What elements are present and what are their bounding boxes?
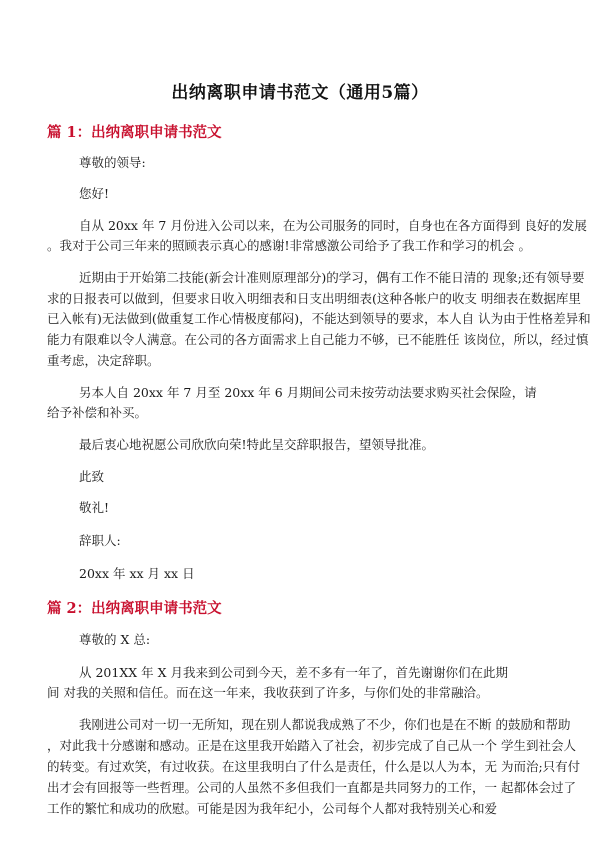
section-1-p1-line-1: 自从 20xx 年 7 月份进入公司以来，在为公司服务的同时，自身也在各方面得到 良好的发展 [79,218,587,233]
section-2-p2-line-4: 出才会有回报等一些哲理。公司的人虽然不多但我们一直都是共同努力的工作，一 起都体会过了 [47,780,576,795]
section-1-heading: 篇 1：出纳离职申请书范文 [47,124,222,141]
section-1-p2-line-5: 重考虑，决定辞职。 [47,353,160,368]
section-1-p2-line-2: 求的日报表可以做到，但要求日收入明细表和日支出明细表(这种各帐户的收支 明细表在数据库里 [47,291,581,306]
section-1-p2-line-4: 能力有限难以令人满意。在公司的各方面需求上自己能力不够，已不能胜任 该岗位，所以，经过慎 [47,332,589,347]
section-2-p2-line-3: 的转变。有过欢笑，有过收获。在这里我明白了什么是责任，什么是以人为本，无 为而治;只有付 [47,759,581,774]
section-1-p3-line-2: 给予补偿和补买。 [47,405,148,420]
section-1-salutation: 尊敬的领导: [79,155,146,170]
section-1-p1-line-2: 。我对于公司三年来的照顾表示真心的感谢!非常感激公司给予了我工作和学习的机会 。 [47,238,531,253]
document-title: 出纳离职申请书范文（通用5篇） [171,83,429,103]
section-2-salutation: 尊敬的 X 总: [79,632,151,647]
section-1-closing-2: 敬礼! [79,500,110,515]
section-1-greeting: 您好! [79,186,110,201]
section-2-p1-line-1: 从 201XX 年 X 月我来到公司到今天，差不多有一年了，首先谢谢你们在此期 [79,665,508,680]
section-1-date: 20xx 年 xx 月 xx 日 [79,566,195,581]
section-2-p2-line-2: ，对此我十分感谢和感动。正是在这里我开始踏入了社会，初步完成了自己从一个 学生到社会人 [47,738,576,753]
section-2-p1-line-2: 间 对我的关照和信任。而在这一年来，我收获到了许多，与你们处的非常融洽。 [47,685,489,700]
section-1-p4: 最后衷心地祝愿公司欣欣向荣!特此呈交辞职报告，望领导批准。 [79,437,435,452]
section-1-p3-line-1: 另本人自 20xx 年 7 月至 20xx 年 6 月期间公司未按劳动法要求购买社会保险，请 [79,385,537,400]
section-2-heading: 篇 2：出纳离职申请书范文 [47,600,222,617]
section-2-p2-line-5: 工作的繁忙和成功的欣慰。可能是因为我年纪小，公司每个人都对我特别关心和爱 [47,801,498,816]
section-1-p2-line-3: 已入帐有)无法做到(做重复工作心情极度郁闷)，不能达到领导的要求，本人自 认为由于性格差异和 [47,311,591,326]
section-1-signer: 辞职人: [79,533,121,548]
section-1-closing-1: 此致 [79,469,105,484]
section-2-p2-line-1: 我刚进公司对一切一无所知，现在别人都说我成熟了不少，你们也是在不断 的鼓励和帮助 [79,717,571,732]
section-1-p2-line-1: 近期由于开始第二技能(新会计准则原理部分)的学习，偶有工作不能日清的 现象;还有领导要 [79,270,585,285]
